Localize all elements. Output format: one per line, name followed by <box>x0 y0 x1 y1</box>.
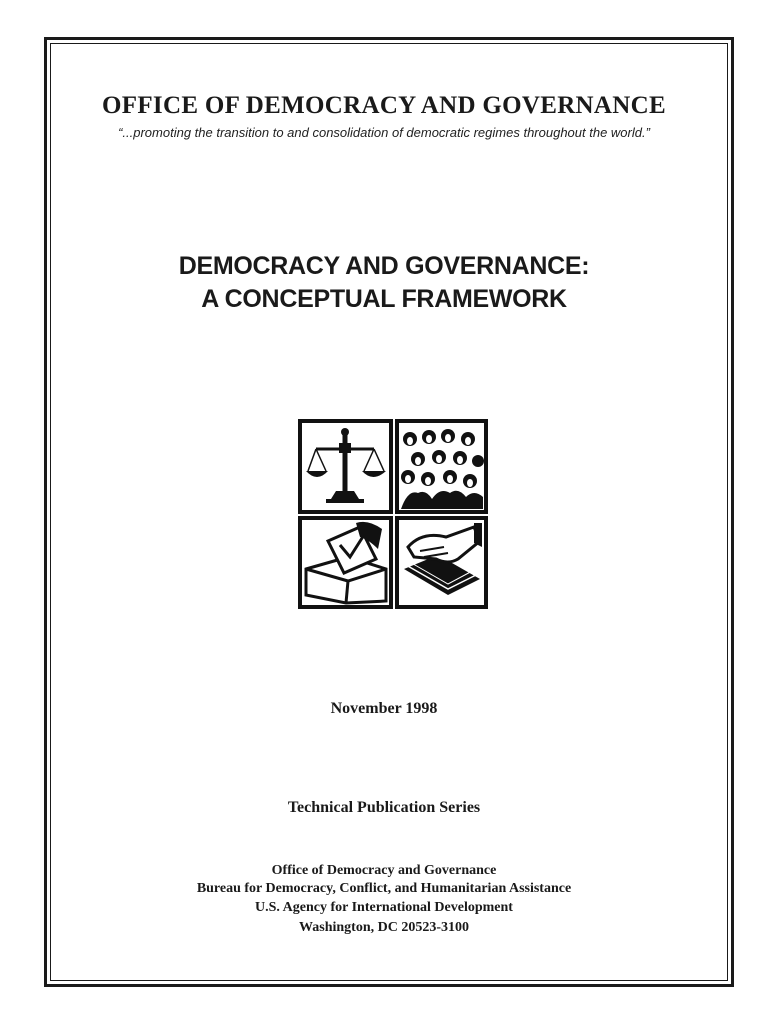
publisher-agency: U.S. Agency for International Development <box>255 900 513 915</box>
crowd-of-people-icon <box>397 421 486 512</box>
hand-on-book-icon <box>397 518 486 607</box>
publisher-bureau: Bureau for Democracy, Conflict, and Humanitarian Assistance <box>196 881 572 896</box>
office-title: OFFICE OF DEMOCRACY AND GOVERNANCE <box>102 92 666 119</box>
democracy-emblem <box>298 419 488 609</box>
document-title-line-1: DEMOCRACY AND GOVERNANCE: <box>178 252 590 280</box>
office-tagline: “...promoting the transition to and consolidation of democratic regimes throughout the world.” <box>118 125 650 140</box>
publisher-office: Office of Democracy and Governance <box>271 863 497 878</box>
ballot-box-icon <box>300 518 391 607</box>
publication-series: Technical Publication Series <box>287 799 481 816</box>
publisher-address: Washington, DC 20523-3100 <box>299 920 469 935</box>
document-title-line-2: A CONCEPTUAL FRAMEWORK <box>201 285 567 313</box>
publication-date: November 1998 <box>330 700 438 717</box>
scales-of-justice-icon <box>300 421 391 512</box>
